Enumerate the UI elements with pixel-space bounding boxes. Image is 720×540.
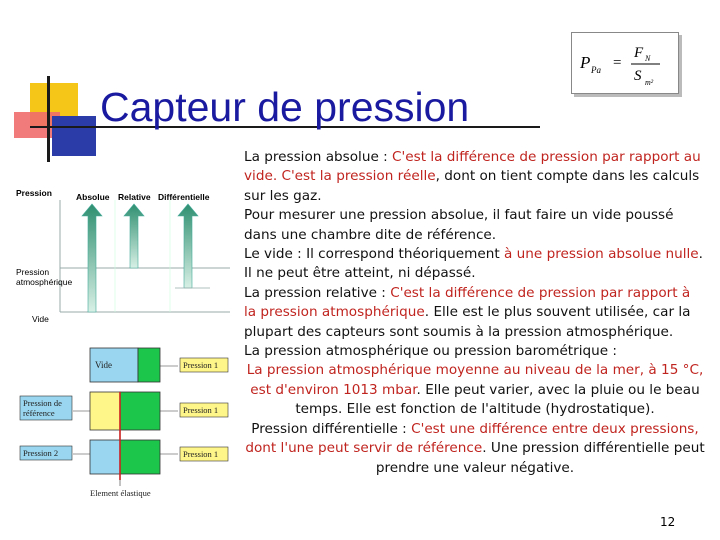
green-chamber-1 <box>138 348 160 382</box>
label-vide: Le vide : <box>244 246 302 263</box>
text-differentielle-red: C'est une différence entre deux pressions, dont l'une peut servir de référence <box>245 420 699 457</box>
formula-den: S <box>634 68 642 84</box>
label-relative: La pression relative : <box>244 284 386 301</box>
para-differentielle <box>244 420 706 478</box>
label-atmospherique: La pression atmosphérique ou pression barométrique : <box>244 343 618 360</box>
para-vide <box>244 245 706 284</box>
para-absolue <box>244 148 706 206</box>
ref-chamber <box>90 392 120 430</box>
text-absolue-rest: , dont on tient compte dans les calculs sur les gaz. <box>244 168 700 204</box>
formula-num-sub: N <box>645 54 651 63</box>
text-atmospherique-red: La pression atmosphérique moyenne au niveau de la mer, à 15 °C, est d'environ 1013 mbar <box>246 362 704 398</box>
ref-label-1: Pression de <box>23 398 62 408</box>
pression2-chamber <box>90 440 120 474</box>
text-relative-red: C'est la différence de pression par rapport à la pression atmosphérique <box>244 284 691 321</box>
absolue-arrow <box>82 204 102 312</box>
formula-box <box>571 32 679 94</box>
text-absolue-red: C'est la différence de pression par rapport au vide. C'est la pression réelle <box>244 149 701 185</box>
formula-lhs: P <box>580 53 591 72</box>
vide-label: Vide <box>32 314 49 324</box>
sensor-chambers-diagram <box>18 340 240 500</box>
green-chamber-3 <box>120 440 160 474</box>
atm-label-1: Pression <box>16 267 50 277</box>
pressure-types-diagram <box>10 180 232 330</box>
label-differentielle: Pression différentielle : <box>251 420 407 437</box>
text-vide-red: à une pression absolue nulle <box>504 246 699 263</box>
slide-title: Capteur de pression <box>100 84 470 130</box>
relative-arrow <box>124 204 144 268</box>
logo-vertical-line <box>47 76 50 162</box>
differentielle-arrow <box>178 204 198 288</box>
para-atmospherique <box>244 342 706 361</box>
formula-num: F <box>634 45 644 61</box>
pression1-label-a: Pression 1 <box>183 360 219 370</box>
text-vide-rest: . Il ne peut être atteint, ni dépassé. <box>244 246 703 282</box>
vide-chamber-label: Vide <box>95 360 112 370</box>
para-relative <box>244 284 706 342</box>
text-vide-a: Il correspond théoriquement <box>306 246 505 263</box>
logo-square-blue <box>52 116 96 156</box>
body-text <box>244 148 706 478</box>
col-absolue: Absolue <box>76 192 110 202</box>
col-differentielle: Différentielle <box>158 192 210 202</box>
formula-den-sub: m² <box>645 78 654 87</box>
text-differentielle-rest: . Une pression différentielle peut prendre une valeur négative. <box>375 440 705 476</box>
ref-label-2: référence <box>23 408 55 418</box>
label-absolue: La pression absolue : <box>244 149 388 165</box>
element-elastique-label: Element élastique <box>90 488 151 498</box>
formula-lhs-sub: Pa <box>591 65 601 75</box>
green-chamber-2 <box>120 392 160 430</box>
text-relative-rest: . Elle est le plus souvent utilisée, car la plupart des capteurs sont soumis à la pression atmosphérique. <box>244 304 691 340</box>
col-relative: Relative <box>118 192 151 202</box>
formula <box>572 33 678 93</box>
pression2-label: Pression 2 <box>23 448 59 458</box>
para-atmospherique-body <box>244 361 706 419</box>
text-atmospherique-rest: . Elle peut varier, avec la pluie ou le beau temps. Elle est fonction de l'altitude (hydrostatique). <box>295 381 700 418</box>
page-number: 12 <box>660 515 676 529</box>
para-mesure: Pour mesurer une pression absolue, il faut faire un vide poussé dans une chambre dite de référence. <box>244 207 674 243</box>
svg-text:=: = <box>613 55 622 71</box>
atm-label-2: atmosphérique <box>16 277 73 287</box>
pression-axis-label: Pression <box>16 188 52 198</box>
pression1-label-c: Pression 1 <box>183 449 219 459</box>
pression1-label-b: Pression 1 <box>183 405 219 415</box>
